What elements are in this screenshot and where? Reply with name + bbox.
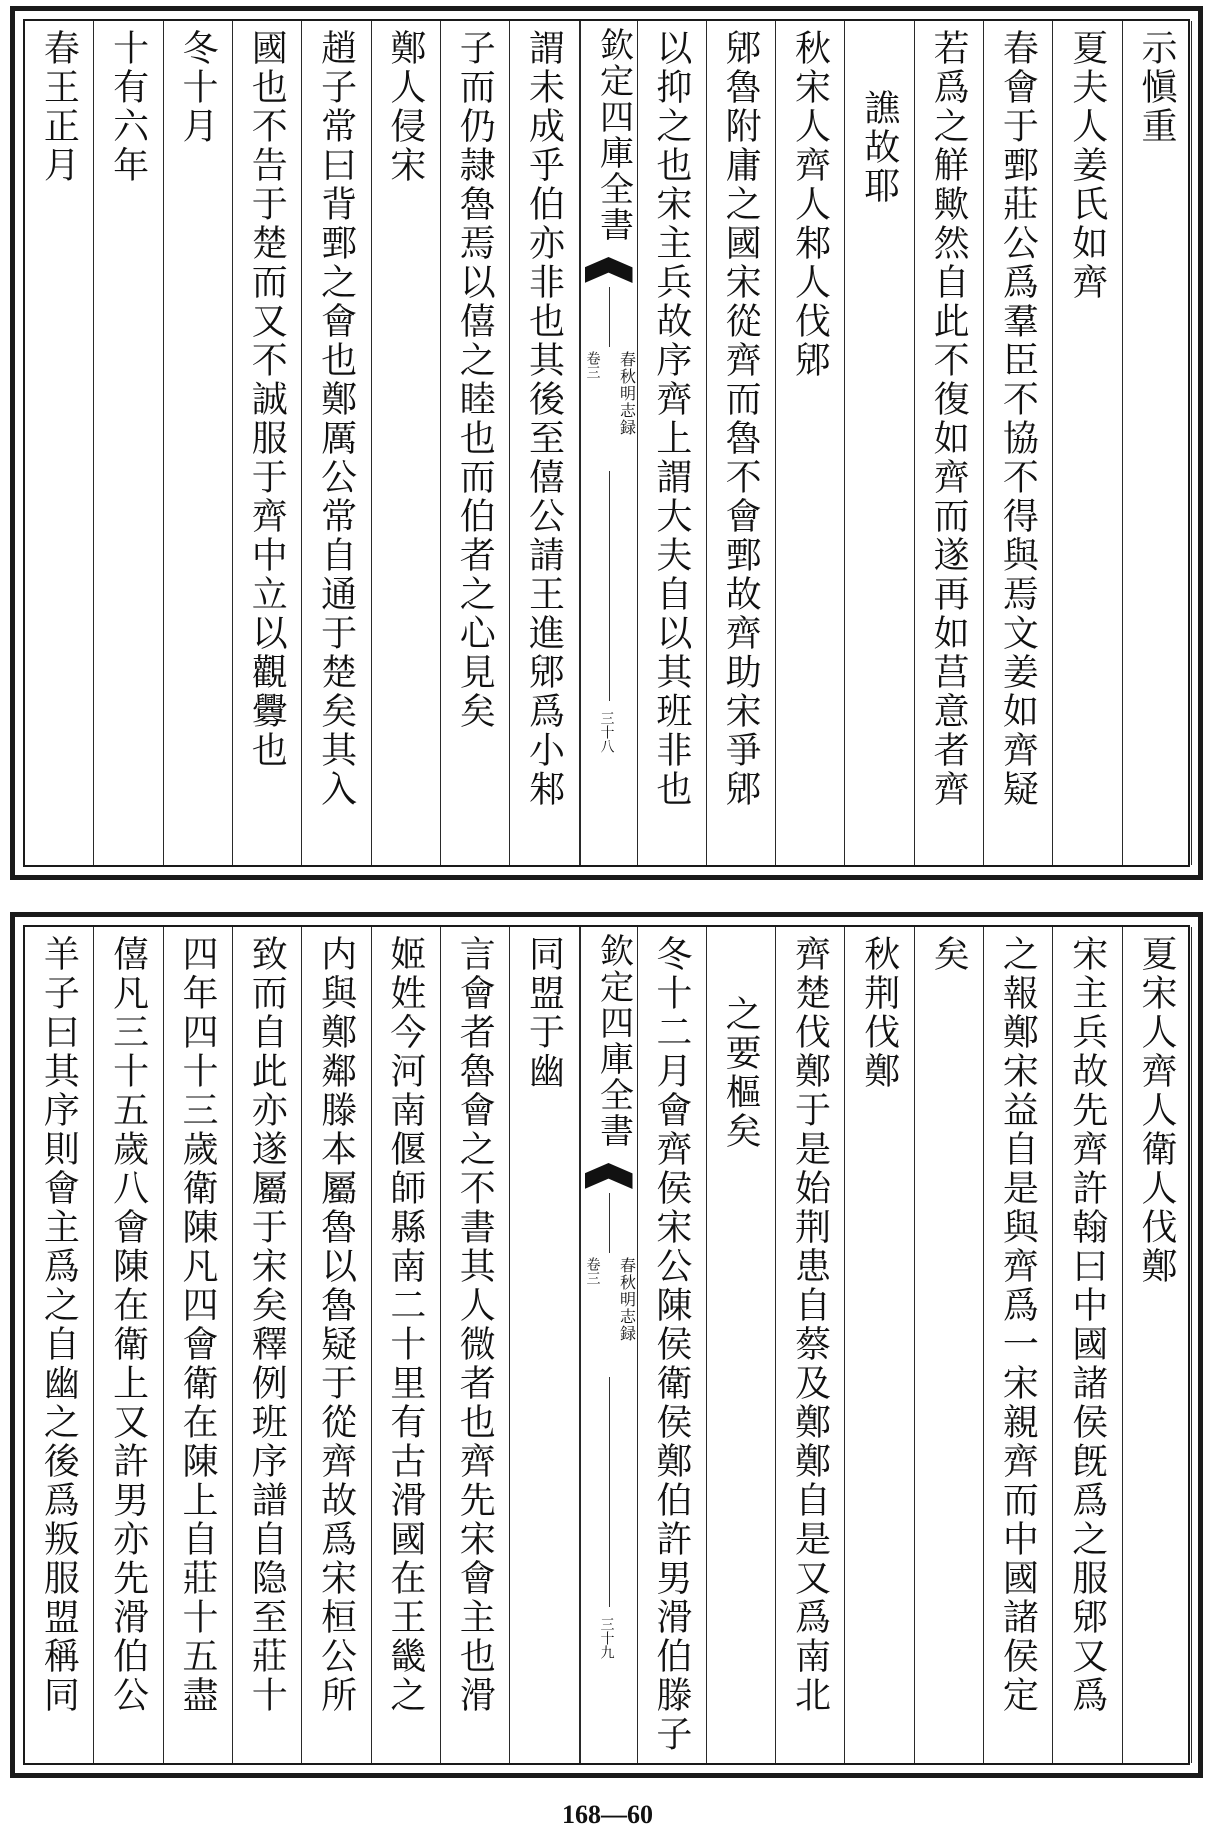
text-column (845, 927, 914, 1763)
text-column (984, 21, 1053, 865)
text-column (25, 21, 94, 865)
column-text: 春王正月 (38, 29, 80, 185)
text-column (707, 21, 776, 865)
column-text: 夏宋人齊人衛人伐鄭 (1136, 935, 1177, 1286)
spine-divider (609, 287, 610, 347)
text-column (638, 927, 707, 1763)
column-text: 秋宋人齊人邾人伐郳 (789, 29, 831, 380)
spine-subtitle: 春秋明志録 (617, 351, 637, 436)
text-column (25, 927, 94, 1763)
column-text: 之要樞矣 (720, 995, 762, 1151)
text-column (707, 927, 776, 1763)
column-text: 宋主兵故先齊許翰曰中國諸侯旣爲之服郳又爲 (1066, 935, 1108, 1715)
bottom-page-frame (23, 925, 1190, 1765)
column-text: 譙故耶 (858, 89, 900, 206)
top-page (10, 6, 1203, 880)
page-reference: 168—60 (562, 1800, 653, 1829)
column-text: 秋荆伐鄭 (858, 935, 900, 1091)
spine-title: 欽定四庫全書 (593, 27, 634, 243)
column-text: 示愼重 (1136, 29, 1177, 146)
text-column (164, 927, 233, 1763)
top-page-frame (23, 19, 1190, 867)
text-column (510, 21, 579, 865)
text-column (984, 927, 1053, 1763)
column-text: 矣 (928, 935, 970, 974)
column-text: 謂未成乎伯亦非也其後至僖公請王進郳爲小邾 (523, 29, 565, 809)
spine-divider (609, 1377, 610, 1607)
spine-volume: 卷三 (584, 351, 601, 379)
center-spine (580, 927, 638, 1763)
text-column (233, 927, 302, 1763)
text-column (233, 21, 302, 865)
text-column (1123, 21, 1192, 865)
column-text: 以抑之也宋主兵故序齊上謂大夫自以其班非也 (650, 29, 692, 809)
column-text: 同盟于幽 (523, 935, 565, 1091)
column-text: 十有六年 (107, 29, 149, 185)
bottom-page (10, 912, 1203, 1778)
spine-subtitle: 春秋明志録 (617, 1257, 637, 1342)
text-column (776, 21, 845, 865)
column-text: 内與鄭鄰滕本屬魯以魯疑于從齊故爲宋桓公所 (315, 935, 357, 1715)
text-column (302, 927, 371, 1763)
fish-tail-mark (585, 1163, 633, 1189)
text-column (94, 21, 163, 865)
text-column (372, 927, 441, 1763)
column-text: 子而仍隷魯焉以僖之睦也而伯者之心見矣 (454, 29, 496, 731)
column-text: 齊楚伐鄭于是始荆患自蔡及鄭鄭自是又爲南北 (789, 935, 831, 1715)
text-column (302, 21, 371, 865)
column-text: 國也不告于楚而又不誠服于齊中立以觀釁也 (246, 29, 288, 770)
text-column (94, 927, 163, 1763)
column-text: 姬姓今河南偃師縣南二十里有古滑國在王畿之 (384, 935, 426, 1715)
column-text: 郳魯附庸之國宋從齊而魯不會鄄故齊助宋爭郳 (720, 29, 762, 809)
text-column (845, 21, 914, 865)
column-text: 若爲之觧歟然自此不復如齊而遂再如莒意者齊 (928, 29, 970, 809)
text-column (915, 927, 984, 1763)
column-text: 四年四十三歲衛陳凡四會衛在陳上自莊十五盡 (176, 935, 218, 1715)
column-text: 言會者魯會之不書其人微者也齊先宋會主也滑 (454, 935, 496, 1715)
column-text: 羊子曰其序則會主爲之自幽之後爲叛服盟稱同 (38, 935, 80, 1715)
text-column (1053, 927, 1122, 1763)
column-text: 鄭人侵宋 (384, 29, 426, 185)
fish-tail-mark (585, 257, 633, 283)
column-text: 之報鄭宋益自是與齊爲一宋親齊而中國諸侯定 (997, 935, 1039, 1715)
text-column (638, 21, 707, 865)
spine-volume: 卷三 (584, 1257, 601, 1285)
column-text: 夏夫人姜氏如齊 (1066, 29, 1108, 302)
column-text: 春會于鄄莊公爲羣臣不協不得與焉文姜如齊疑 (997, 29, 1039, 809)
spine-page-number: 三十九 (598, 1617, 615, 1659)
text-column (776, 927, 845, 1763)
text-column (441, 927, 510, 1763)
column-text: 僖凡三十五歲八會陳在衛上又許男亦先滑伯公 (107, 935, 149, 1715)
column-text: 冬十月 (176, 29, 218, 146)
text-column (1053, 21, 1122, 865)
column-text: 致而自此亦遂屬于宋矣釋例班序譜自隐至莊十 (246, 935, 288, 1715)
column-text: 趙子常曰背鄄之會也鄭厲公常自通于楚矣其入 (315, 29, 357, 809)
spine-divider (609, 1193, 610, 1253)
text-column (441, 21, 510, 865)
text-column (1123, 927, 1192, 1763)
text-column (510, 927, 579, 1763)
spine-divider (609, 471, 610, 701)
text-column (164, 21, 233, 865)
spine-page-number: 三十八 (598, 711, 615, 753)
spine-title: 欽定四庫全書 (593, 933, 634, 1149)
text-column (372, 21, 441, 865)
column-text: 冬十二月會齊侯宋公陳侯衛侯鄭伯許男滑伯滕子 (650, 935, 692, 1754)
center-spine (580, 21, 638, 865)
text-column (915, 21, 984, 865)
